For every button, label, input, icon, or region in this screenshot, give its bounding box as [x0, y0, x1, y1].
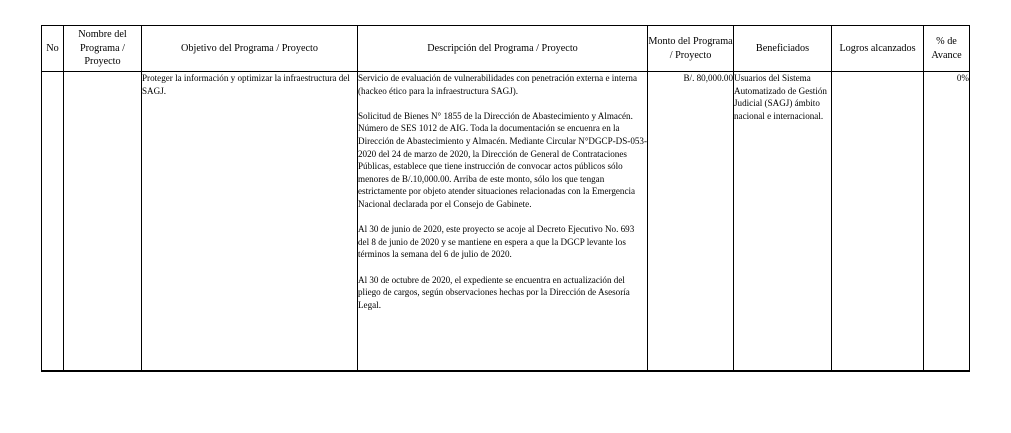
descripcion-paragraph: Al 30 de octubre de 2020, el expediente se encuentra en actualización del pliego de cargos, según observaciones hechas por la Dirección de Asesoría Legal. — [358, 274, 630, 310]
descripcion-paragraph: Solicitud de Bienes N° 1855 de la Dirección de Abastecimiento y Almacén. Número de SES 1012 de AIG. Toda la documentación se encuenra en la Dirección de Abastecimiento y Almacén. Mediante Circular N°DGCP-DS-053-2020 del 24 de marzo de 2020, la Dirección de General de Contrataciones Públicas, establece que tiene instrucción de convocar actos públicos sólo menores de B/.10,000.00. Arriba de este monto, sólo los que tengan estrictamente por objeto atender situaciones relacionadas con la Emergencia Nacional declarada por el Consejo de Gabinete. — [358, 110, 648, 209]
header-nombre: Nombre del Programa / Proyecto — [64, 26, 142, 72]
cell-no — [42, 72, 64, 372]
header-monto: Monto del Programa / Proyecto — [648, 26, 734, 72]
header-beneficiados: Beneficiados — [734, 26, 832, 72]
cell-logros — [832, 72, 924, 372]
header-no: No — [42, 26, 64, 72]
header-avance: % de Avance — [924, 26, 970, 72]
cell-descripcion — [358, 72, 648, 372]
descripcion-paragraph: Al 30 de junio de 2020, este proyecto se acoje al Decreto Ejecutivo No. 693 del 8 de junio de 2020 y se mantiene en espera a que la DGCP levante los términos la semana del 6 de julio de 2020. — [358, 224, 635, 260]
cell-beneficiados: Usuarios del Sistema Automatizado de Gestión Judicial (SAGJ) ámbito nacional e internacional. — [734, 72, 832, 372]
table-row — [42, 72, 970, 372]
header-descripcion: Descripción del Programa / Proyecto — [358, 26, 648, 72]
header-objetivo: Objetivo del Programa / Proyecto — [142, 26, 358, 72]
cell-nombre — [64, 72, 142, 372]
cell-avance: 0% — [924, 72, 970, 372]
header-logros: Logros alcanzados — [832, 26, 924, 72]
cell-objetivo: Proteger la información y optimizar la infraestructura del SAGJ. — [142, 72, 358, 372]
projects-table — [41, 25, 970, 372]
cell-monto: B/. 80,000.00 — [648, 72, 734, 372]
descripcion-paragraph: Servicio de evaluación de vulnerabilidades con penetración externa e interna (hackeo ético para la infraestructura SAGJ). — [358, 73, 638, 96]
header-row — [42, 26, 970, 72]
